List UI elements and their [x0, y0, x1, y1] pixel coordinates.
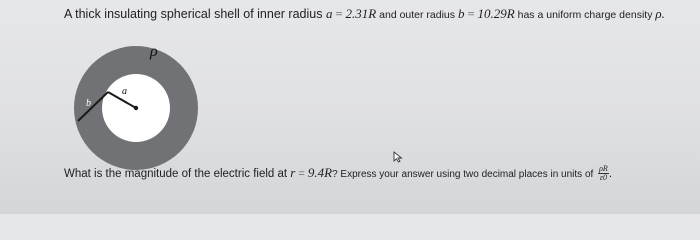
outer-radius-value: 10.29R: [477, 6, 515, 21]
radius-value: 9.4R: [307, 165, 333, 180]
a-label: a: [122, 86, 127, 97]
question-text: has a uniform charge density: [514, 9, 656, 21]
unit-numerator: ρR: [599, 164, 608, 174]
outer-radius-var: b: [457, 6, 465, 21]
radius-var: r: [290, 165, 296, 180]
question-line-2: [64, 165, 612, 182]
question-text: A thick insulating spherical shell of inner radius: [64, 7, 326, 21]
spherical-shell-figure: [52, 28, 212, 178]
unit-fraction: [598, 165, 609, 182]
unit-denominator: ε0: [599, 173, 608, 183]
equals-sign: =: [298, 168, 305, 180]
question-line-1: [64, 6, 665, 22]
charge-density-symbol: ρ.: [655, 6, 665, 21]
inner-radius-var: a: [325, 6, 333, 21]
b-label: b: [86, 98, 91, 109]
period: .: [608, 168, 613, 180]
equals-sign: =: [467, 7, 475, 21]
equals-sign: =: [335, 7, 343, 21]
center-point: [134, 106, 138, 110]
question-text: ? Express your answer using two decimal places in units of: [332, 169, 597, 180]
rho-label: ρ: [150, 43, 158, 60]
question-text: and outer radius: [376, 9, 458, 21]
question-text: What is the magnitude of the electric field at: [64, 168, 291, 180]
inner-radius-value: 2.31R: [345, 6, 377, 21]
